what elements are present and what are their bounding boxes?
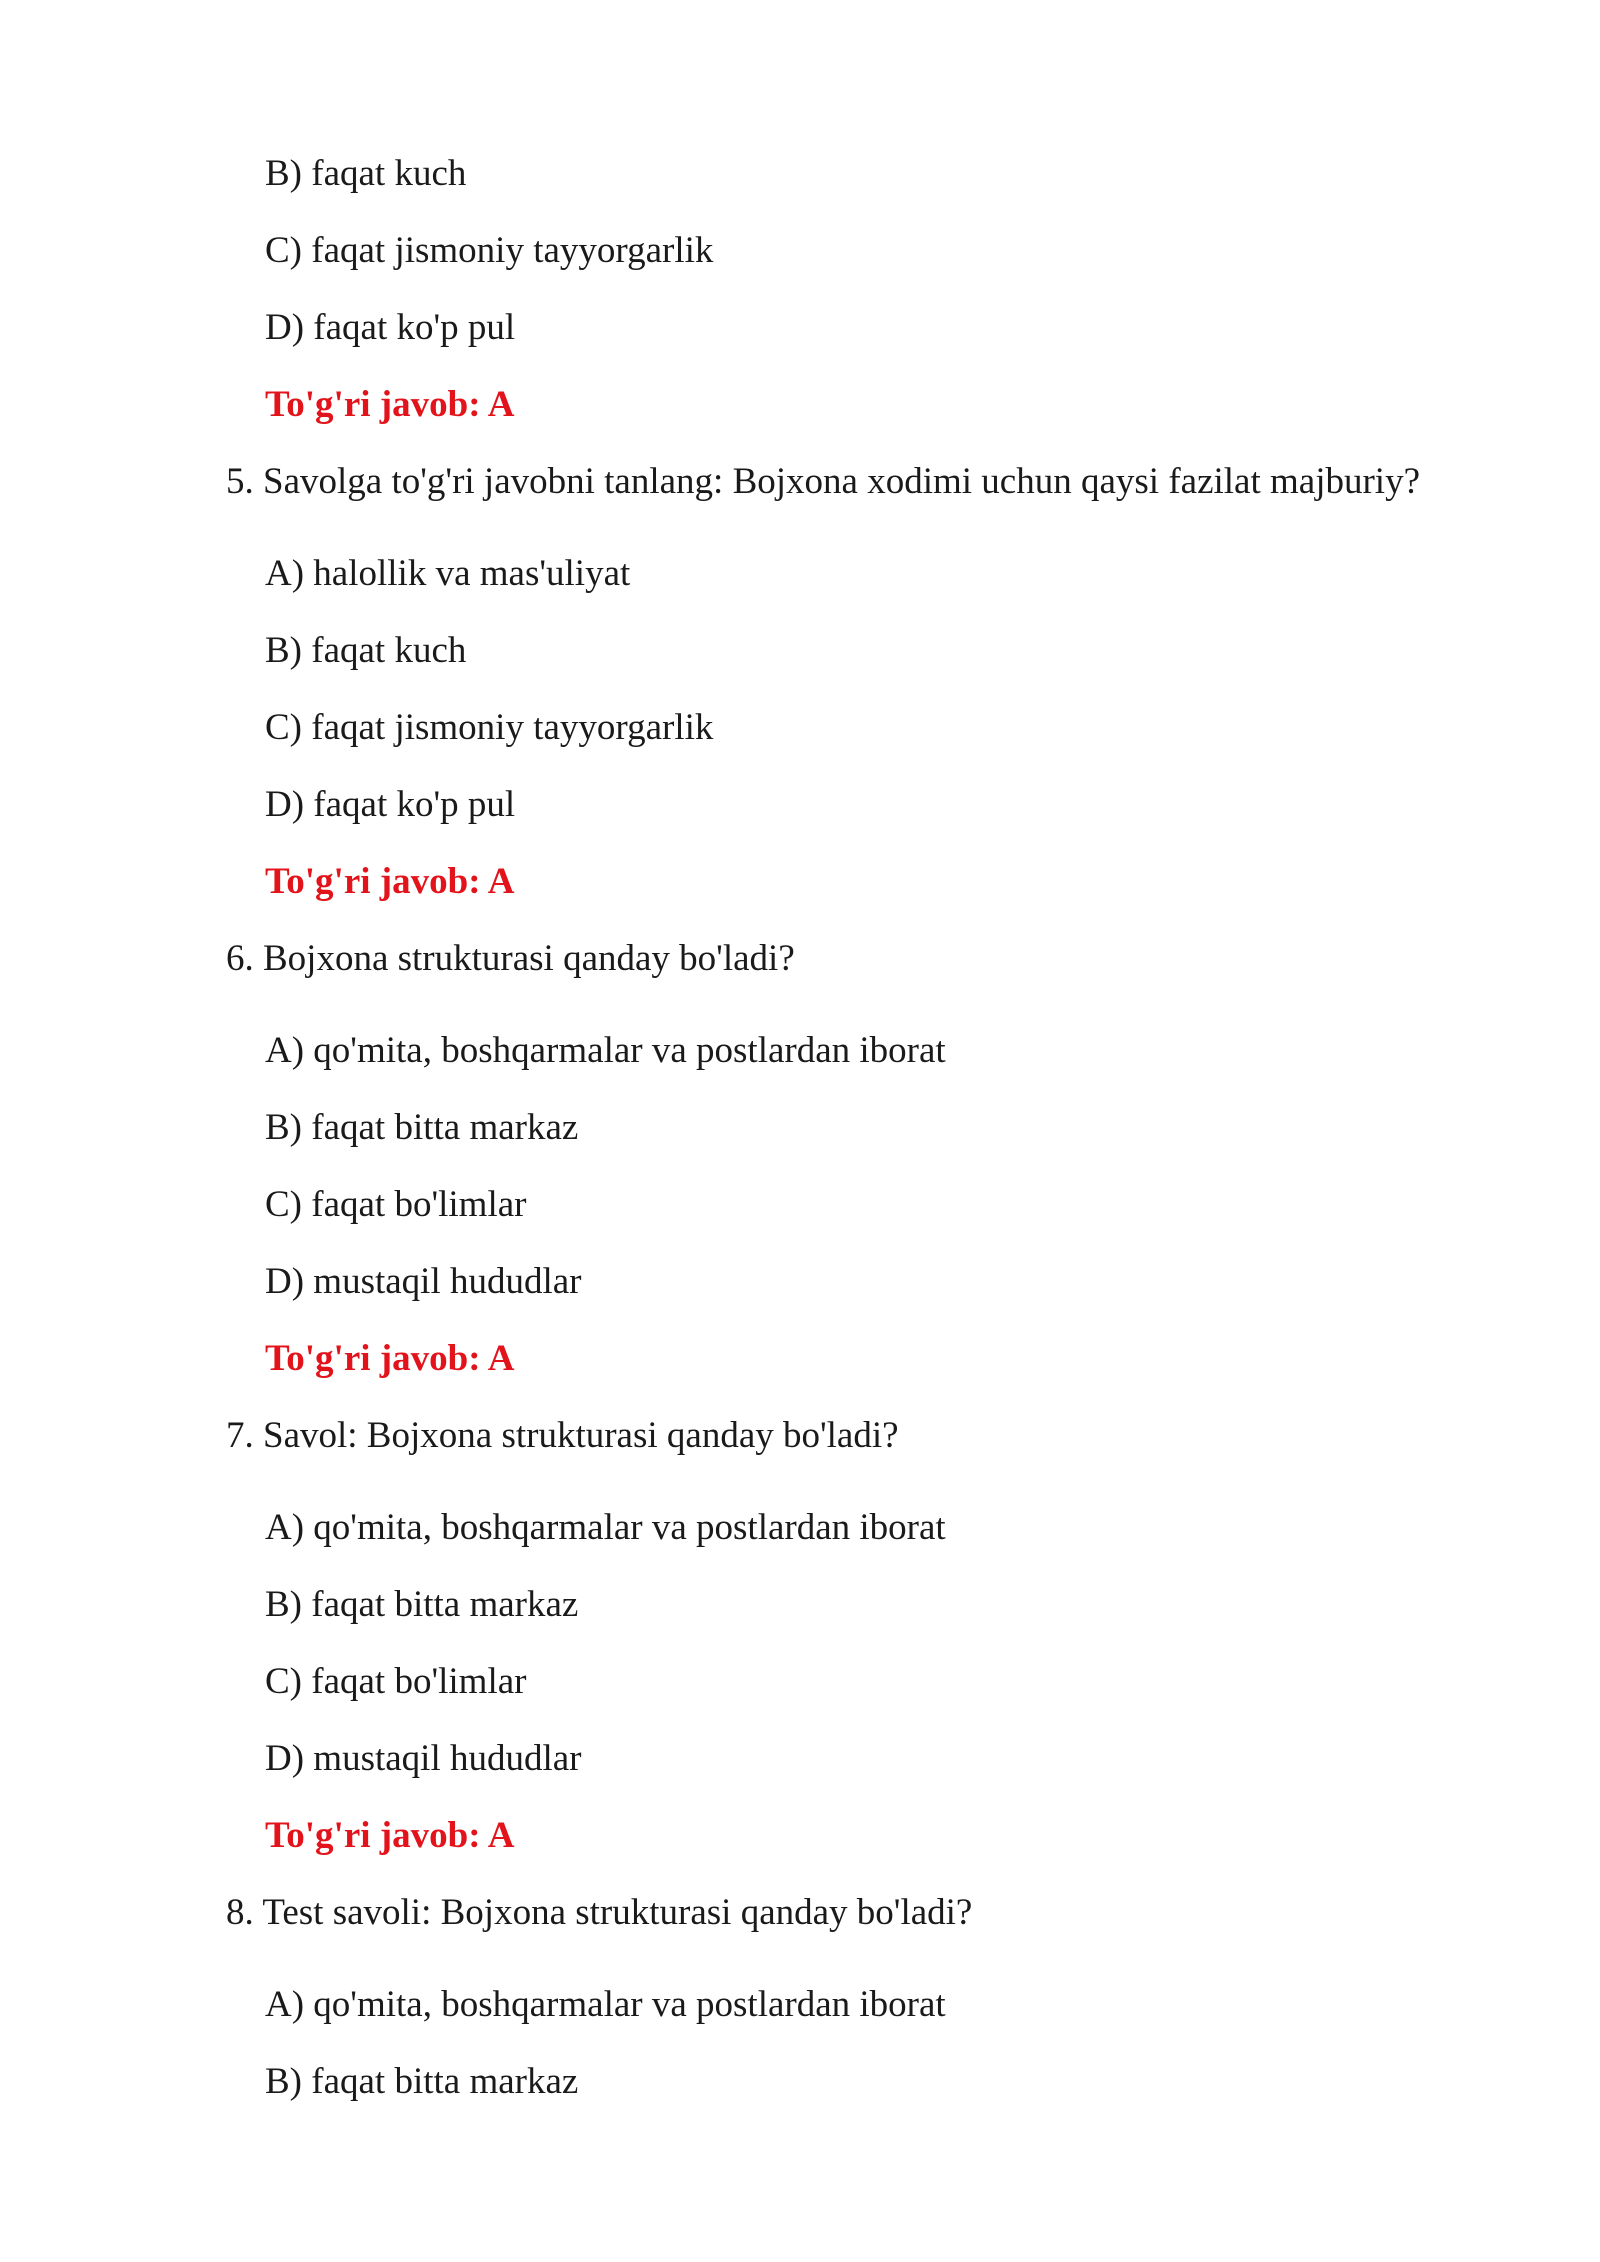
question-7: 7. Savol: Bojxona strukturasi qanday bo'ladi?	[226, 1415, 899, 1456]
option-a: A) qo'mita, boshqarmalar va postlardan iborat	[265, 1030, 946, 1071]
correct-answer: To'g'ri javob: A	[265, 384, 515, 425]
option-b: B) faqat bitta markaz	[265, 2061, 579, 2102]
correct-answer: To'g'ri javob: A	[265, 1815, 515, 1856]
option-a: A) qo'mita, boshqarmalar va postlardan iborat	[265, 1984, 946, 2025]
option-a: A) qo'mita, boshqarmalar va postlardan iborat	[265, 1507, 946, 1548]
option-d: D) faqat ko'p pul	[265, 784, 516, 825]
option-d: D) faqat ko'p pul	[265, 307, 516, 348]
option-b: B) faqat bitta markaz	[265, 1107, 579, 1148]
option-d: D) mustaqil hududlar	[265, 1738, 582, 1779]
question-8: 8. Test savoli: Bojxona strukturasi qanday bo'ladi?	[226, 1892, 973, 1933]
option-c: C) faqat jismoniy tayyorgarlik	[265, 230, 714, 271]
option-b: B) faqat bitta markaz	[265, 1584, 579, 1625]
option-d: D) mustaqil hududlar	[265, 1261, 582, 1302]
option-a: A) halollik va mas'uliyat	[265, 553, 631, 594]
option-c: C) faqat bo'limlar	[265, 1661, 527, 1702]
question-5: 5. Savolga to'g'ri javobni tanlang: Bojxona xodimi uchun qaysi fazilat majburiy?	[226, 461, 1421, 502]
option-b: B) faqat kuch	[265, 153, 467, 194]
question-6: 6. Bojxona strukturasi qanday bo'ladi?	[226, 938, 795, 979]
option-c: C) faqat bo'limlar	[265, 1184, 527, 1225]
correct-answer: To'g'ri javob: A	[265, 1338, 515, 1379]
option-b: B) faqat kuch	[265, 630, 467, 671]
correct-answer: To'g'ri javob: A	[265, 861, 515, 902]
option-c: C) faqat jismoniy tayyorgarlik	[265, 707, 714, 748]
